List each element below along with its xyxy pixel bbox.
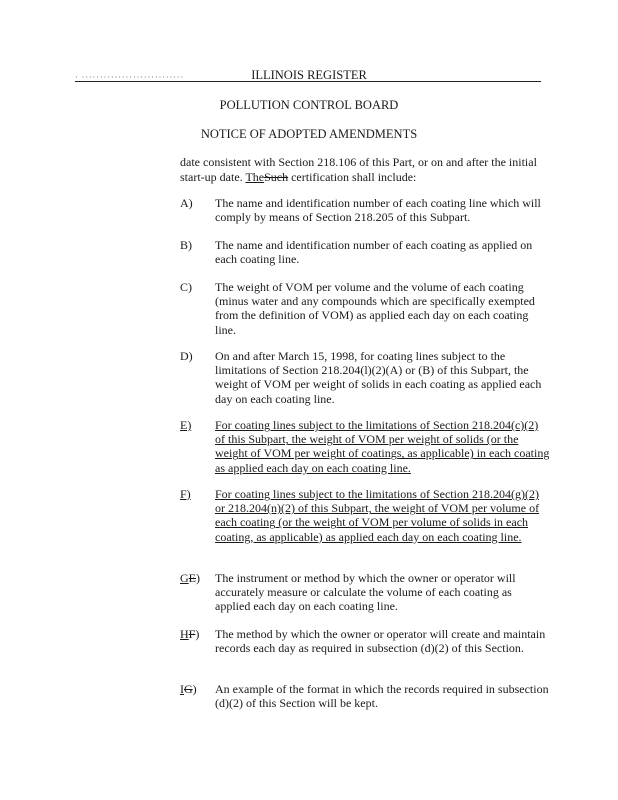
item-e: [180, 418, 550, 475]
header-rule: [75, 81, 541, 82]
item-d: [180, 349, 550, 406]
label-new: I: [180, 682, 184, 696]
item-h: [180, 627, 550, 655]
item-text: The method by which the owner or operator will create and maintain records each day as required in subsection (d)(2) of this Section.: [215, 627, 546, 656]
item-text: For coating lines subject to the limitations of Section 218.204(g)(2) or 218.204(n)(2) of this Subpart, the weight of VOM per volume of each coating (or the weight of VOM per volume of solids in each coating, as applicable) as applied each day on each coating line.: [215, 487, 540, 544]
item-label: [180, 627, 214, 642]
item-label: C): [180, 280, 192, 294]
deleted-text: Such: [264, 170, 289, 184]
label-close: ): [192, 682, 197, 696]
label-close: ): [195, 627, 200, 641]
item-text: For coating lines subject to the limitations of Section 218.204(c)(2) of this Subpart, the weight of VOM per weight of solids (or the weight of VOM per weight of coatings, as applicable) in each coating as applied each day on each coating line.: [215, 418, 550, 475]
register-title: ILLINOIS REGISTER: [251, 68, 367, 82]
label-close: ): [196, 571, 201, 585]
notice-title: NOTICE OF ADOPTED AMENDMENTS: [200, 127, 418, 141]
header-dots: · ····························: [75, 73, 185, 82]
item-label: E): [180, 418, 192, 432]
item-c: [180, 280, 550, 337]
intro-line-1: date consistent with Section 218.106 of this Part, or on and after the initial: [180, 155, 537, 169]
item-text: The name and identification number of each coating as applied on each coating line.: [215, 238, 533, 267]
intro-line-2-start: start-up date.: [180, 170, 246, 184]
label-new: G: [180, 571, 189, 585]
label-old: G: [184, 682, 193, 696]
item-text: The name and identification number of each coating line which will comply by means of Section 218.205 of this Subpart.: [215, 196, 541, 225]
item-text: The instrument or method by which the owner or operator will accurately measure or calculate the volume of each coating as applied each day on each coating line.: [215, 571, 516, 614]
label-new: H: [180, 627, 189, 641]
item-label: A): [180, 196, 193, 210]
item-label: [180, 682, 214, 697]
item-g: [180, 571, 550, 614]
label-old: E: [188, 571, 197, 585]
item-text: The weight of VOM per volume and the volume of each coating (minus water and any compounds which are specifically exempted from the definition of VOM) as applied each day on each coating line.: [215, 280, 535, 337]
item-text: An example of the format in which the records required in subsection (d)(2) of this Section will be kept.: [215, 682, 549, 711]
item-label: B): [180, 238, 192, 252]
label-old: F: [188, 627, 196, 641]
intro-paragraph: [180, 155, 550, 185]
item-i: [180, 682, 550, 710]
item-text: On and after March 15, 1998, for coating lines subject to the limitations of Section 218.204(l)(2)(A) or (B) of this Subpart, the weight of VOM per weight of solids in each coating as applied each day on each coating line.: [215, 349, 542, 406]
intro-line-2-end: certification shall include:: [288, 170, 417, 184]
inserted-text: The: [245, 170, 265, 184]
item-f: [180, 487, 550, 544]
board-title: POLLUTION CONTROL BOARD: [219, 98, 399, 112]
item-b: [180, 238, 550, 266]
item-label: D): [180, 349, 193, 363]
item-a: [180, 196, 550, 224]
item-label: F): [180, 487, 191, 501]
item-label: [180, 571, 214, 586]
